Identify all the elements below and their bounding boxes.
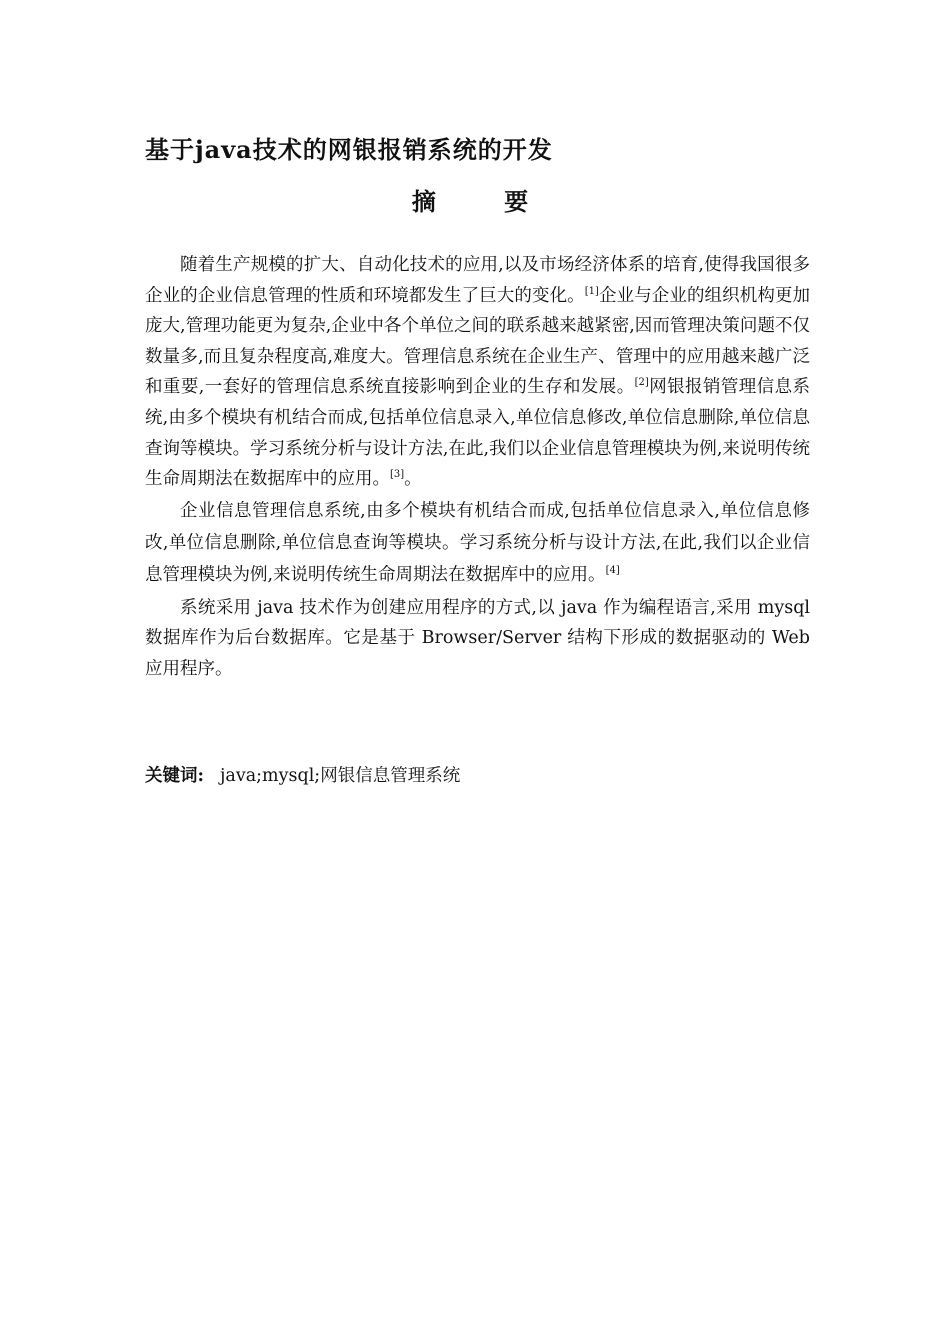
keywords-label: 关键词: bbox=[145, 766, 204, 786]
citation-ref-2: [2] bbox=[634, 377, 649, 389]
keywords-value: java;mysql;网银信息管理系统 bbox=[219, 766, 461, 786]
paragraph-text: 企业与企业的组织机构更加庞大,管理功能更为复杂,企业中各个单位之间的联系越来越紧密,因而管理决策问题不仅数量多,而且复杂程度高,难度大。管理信息系统在企业生产、管理中的应用越来越广泛和重要,一套好的管理信息系统直接影响到企业的生存和发展。 bbox=[145, 285, 811, 398]
document-title: 基于java技术的网银报销系统的开发 bbox=[145, 135, 553, 164]
paragraph-text: 网银报销管理信息系统,由多个模块有机结合而成,包括单位信息录入,单位信息修改,单位信息删除,单位信息查询等模块。学习系统分析与设计方法,在此,我们以企业信息管理模块为例,来说明传统生命周期法在数据库中的应用。 bbox=[145, 377, 811, 490]
abstract-paragraph-3 bbox=[145, 593, 810, 685]
paragraph-text: 。 bbox=[404, 469, 422, 490]
paragraph-text: 系统采用 java 技术作为创建应用程序的方式,以 java 作为编程语言,采用 mysql 数据库作为后台数据库。它是基于 Browser/Server 结构下形成的数据驱动的 Web 应用程序。 bbox=[145, 597, 810, 679]
citation-ref-4: [4] bbox=[605, 564, 620, 576]
paragraph-text: 企业信息管理信息系统,由多个模块有机结合而成,包括单位信息录入,单位信息修改,单位信息删除,单位信息查询等模块。学习系统分析与设计方法,在此,我们以企业信息管理模块为例,来说明传统生命周期法在数据库中的应用。 bbox=[145, 500, 810, 585]
citation-ref-1: [1] bbox=[584, 285, 599, 297]
abstract-heading: 摘 要 bbox=[411, 187, 559, 216]
abstract-paragraph-2 bbox=[145, 495, 810, 591]
citation-ref-3: [3] bbox=[390, 469, 405, 481]
keywords-line bbox=[145, 762, 460, 787]
abstract-body bbox=[145, 250, 810, 685]
paragraph-text: 随着生产规模的扩大、自动化技术的应用,以及市场经济体系的培育,使得我国很多企业的企业信息管理的性质和环境都发生了巨大的变化。 bbox=[145, 255, 810, 306]
abstract-paragraph-1 bbox=[145, 250, 810, 495]
